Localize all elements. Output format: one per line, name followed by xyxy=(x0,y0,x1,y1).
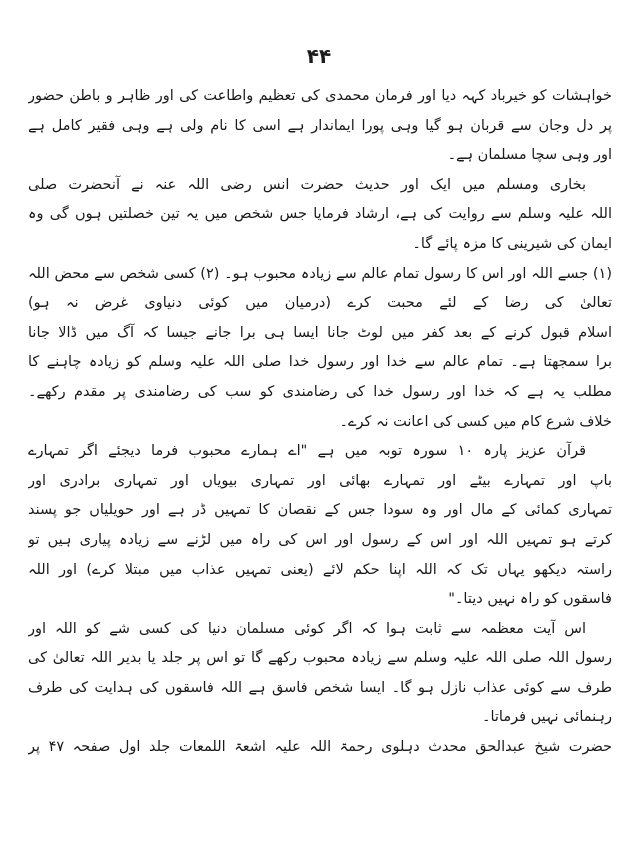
text-line: تعالیٰ کی رضا کے لئے محبت کرے (درمیان میں کوئی دنیاوی غرض نہ ہو) xyxy=(28,295,612,312)
text-line: پر دل وجان سے قربان ہو گیا وہی پورا ایماندار ہے اسی کا نام ولی ہے وہی فقیر کامل ہے xyxy=(28,117,612,134)
text-line: (۱) جسے اللہ اور اس کا رسول تمام عالم سے زیادہ محبوب ہو۔ (۲) کسی شخص سے محض اللہ xyxy=(28,265,612,282)
text-line: کرتے ہو تمہیں اللہ اور اس کے رسول اور اس کی راہ میں لڑنے سے زیادہ پیاری ہیں تو xyxy=(28,531,612,548)
text-line: راستہ دیکھو یہاں تک کہ اللہ اپنا حکم لائے (یعنی تمہیں عذاب میں مبتلا کرے) اور اللہ xyxy=(28,561,612,578)
text-line: باپ اور تمہارے بیٹے اور تمہارے بھائی اور تمہاری بیویاں اور تمہاری برادری اور xyxy=(28,472,612,489)
text-line: اور وہی سچا مسلمان ہے۔ xyxy=(447,147,612,164)
text-line: رہنمائی نہیں فرماتا۔ xyxy=(481,709,612,726)
text-line: بخاری ومسلم میں ایک اور حدیث حضرت انس رضی اللہ عنہ نے آنحضرت صلی xyxy=(28,176,586,193)
text-line: تمہاری کمائی کے مال اور وہ سودا جس کے نقصان کا تمہیں ڈر ہے اور حویلیاں جو پسند xyxy=(28,502,612,519)
text-line: رسول اللہ صلی اللہ علیہ وسلم سے زیادہ محبوب رکھے گا تو اس پر جلد یا بدیر اللہ تعالیٰ کی xyxy=(28,650,612,667)
text-line: حضرت شیخ عبدالحق محدث دہلوی رحمۃ اللہ علیہ اشعۃ اللمعات جلد اول صفحہ ۴۷ پر xyxy=(28,739,612,756)
text-line: فاسقوں کو راہ نہیں دیتا۔" xyxy=(448,591,612,608)
text-line: اللہ علیہ وسلم سے روایت کی ہے، ارشاد فرمایا جس شخص میں یہ تین خصلتیں ہوں گی وہ xyxy=(28,206,612,223)
text-line: قرآن عزیز پارہ ۱۰ سورہ توبہ میں ہے "اے ہمارے محبوب فرما دیجئے اگر تمہارے xyxy=(28,443,587,460)
text-line: خواہشات کو خیرباد کہہ دیا اور فرمان محمدی کی تعظیم واطاعت کی اور ظاہر و باطن حضور xyxy=(28,88,612,104)
page-body-text xyxy=(28,82,612,763)
text-line: مطلب یہ ہے کہ خدا اور رسول خدا کی رضامندی کو سب کی رضامندی پر مقدم رکھے۔ xyxy=(28,383,612,400)
text-line: ایمان کی شیرینی کا مزہ پائے گا۔ xyxy=(412,235,612,252)
text-line: اس آیت معظمہ سے ثابت ہوا کہ اگر کوئی مسلمان دنیا کی کسی شے کو اللہ اور xyxy=(28,620,586,637)
text-line: خلاف شرع کام میں کسی کی اعانت نہ کرے۔ xyxy=(339,413,612,430)
text-line: برا سمجھتا ہے۔ تمام عالم سے خدا اور رسول خدا صلی اللہ علیہ وسلم کو زیادہ چاہنے کا xyxy=(28,354,612,371)
text-line: اسلام قبول کرنے کے بعد کفر میں لوٹ جانا ایسا ہی برا جانے جیسا کہ آگ میں ڈالا جانا xyxy=(28,324,612,341)
page-number: ۴۴ xyxy=(306,44,332,68)
text-line: طرف سے کوئی عذاب نازل ہو گا۔ ایسا شخص فاسق ہے اللہ فاسقوں کی ہدایت کی طرف xyxy=(28,679,612,696)
